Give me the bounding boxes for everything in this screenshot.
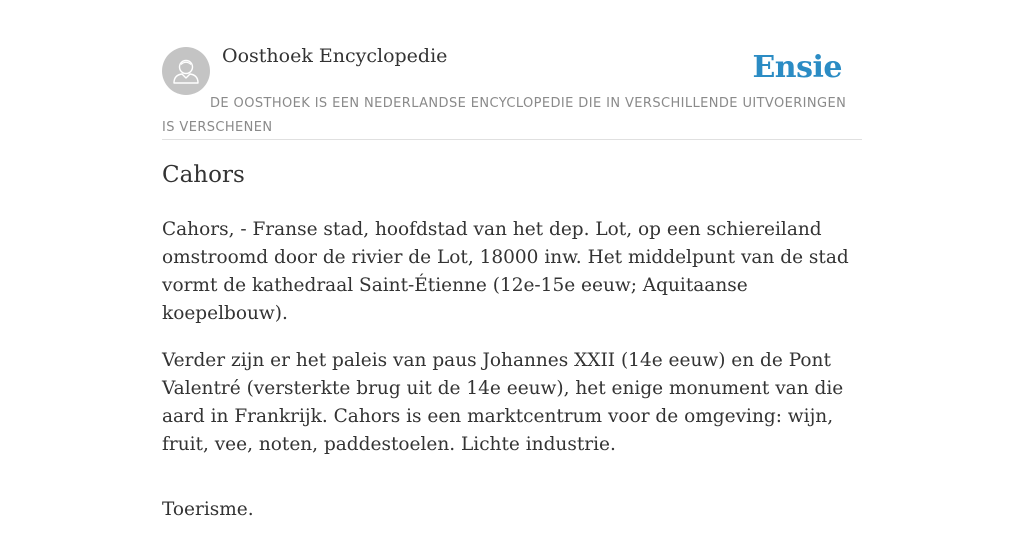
source-name[interactable]: Oosthoek Encyclopedie [222, 45, 448, 67]
article-paragraph: Verder zijn er het paleis van paus Johannes XXII (14e eeuw) en de Pont Valentré (versterkte brug uit de 14e eeuw), het enige monument van die aard in Frankrijk. Cahors is een marktcentrum voor de omgeving: wijn, fruit, vee, noten, paddestoelen. Lichte industrie. [162, 350, 844, 455]
article-paragraph: Toerisme. [162, 499, 254, 520]
avatar[interactable] [162, 47, 210, 95]
source-description: DE OOSTHOEK IS EEN NEDERLANDSE ENCYCLOPEDIE DIE IN VERSCHILLENDE UITVOERINGEN IS VERSCHENEN [162, 96, 847, 135]
header-divider [162, 139, 862, 140]
page-title: Cahors [162, 162, 245, 188]
ensie-logo[interactable]: Ensie [752, 50, 842, 85]
user-icon [162, 47, 210, 95]
article-body [162, 216, 862, 543]
article-paragraph: Cahors, - Franse stad, hoofdstad van het dep. Lot, op een schiereiland omstroomd door de rivier de Lot, 18000 inw. Het middelpunt van de stad vormt de kathedraal Saint-Étienne (12e-15e eeuw; Aquitaanse koepelbouw). [162, 219, 849, 324]
